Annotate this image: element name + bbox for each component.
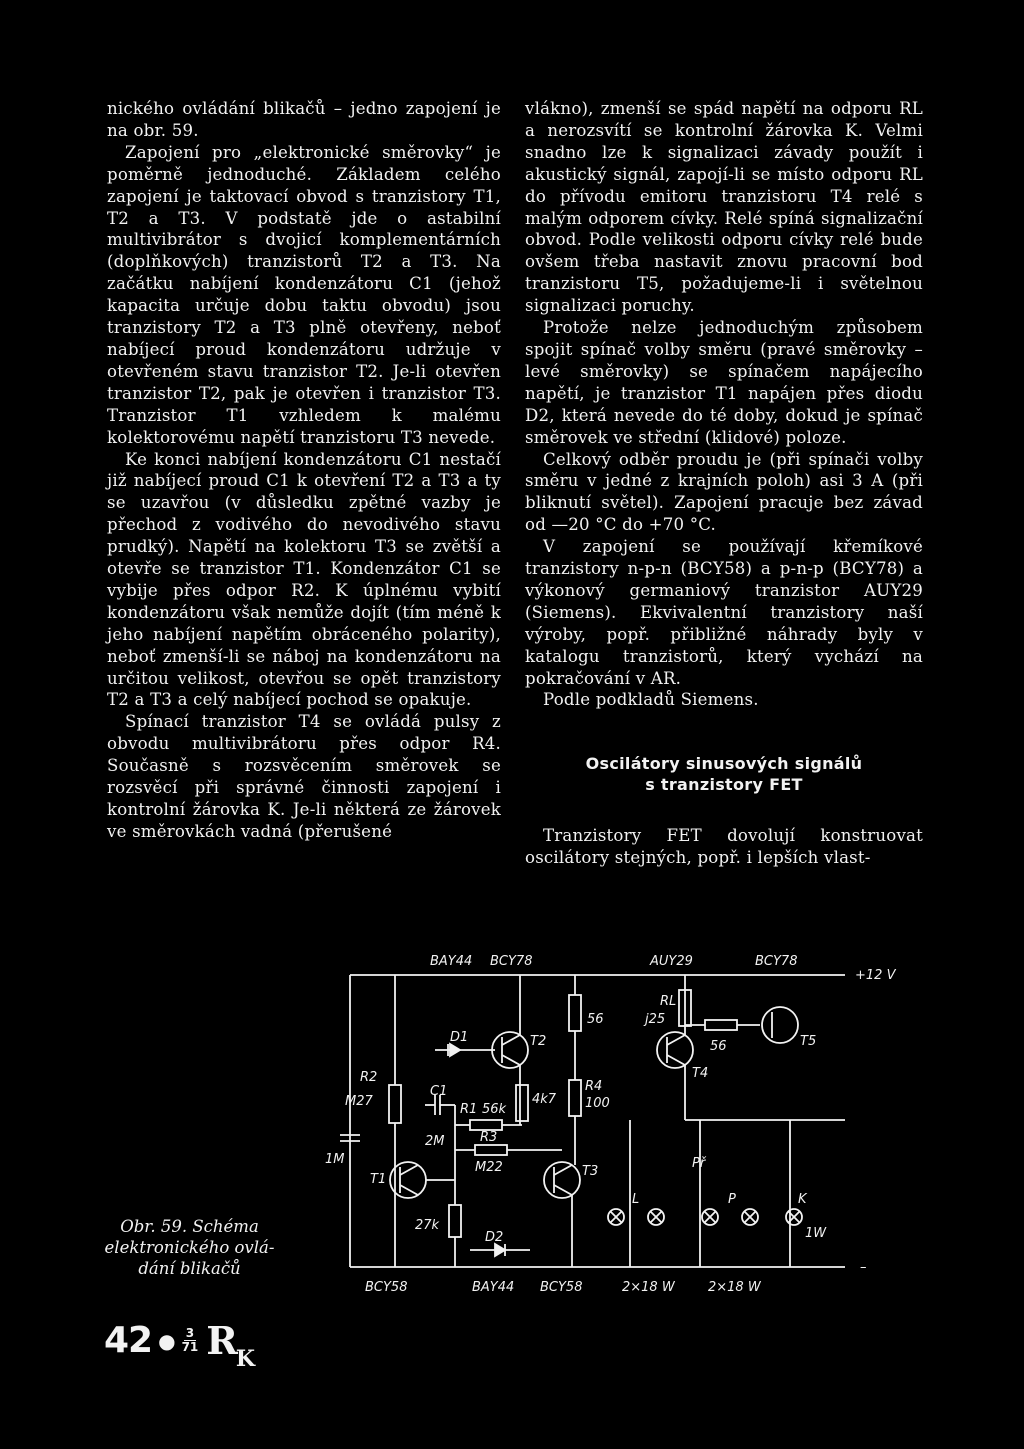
label-top-auy29: AUY29 bbox=[650, 954, 693, 969]
label-c1-val: 2M bbox=[425, 1134, 445, 1149]
label-k-val: 1W bbox=[805, 1226, 827, 1241]
issue-year: 71 bbox=[181, 1340, 199, 1354]
section-paragraph: Tranzistory FET dovolují konstruovat oscilátory stejných, popř. i lepších vlast- bbox=[525, 826, 923, 868]
logo-sub: K bbox=[235, 1346, 255, 1372]
label-lamp-p: P bbox=[728, 1192, 736, 1207]
issue-fraction bbox=[182, 1327, 199, 1354]
figure-caption bbox=[82, 1216, 297, 1279]
label-bot-2x18-a: 2×18 W bbox=[622, 1280, 675, 1295]
label-r4k7: 4k7 bbox=[532, 1092, 557, 1107]
label-c1: C1 bbox=[430, 1084, 448, 1099]
label-rl-val: j25 bbox=[645, 1012, 666, 1027]
right-paragraph-4: V zapojení se používají křemíkové tranzistory n-p-n (BCY58) a p-n-p (BCY78) a výkonový germaniový tranzistor AUY29 (Siemens). Ekvivalentní tranzistory naší výroby, popř. přibližné náhrady byly v katalogu tranzistorů, který vychází na pokračování v AR. bbox=[525, 537, 923, 688]
left-paragraph-4: Spínací tranzistor T4 se ovládá pulsy z obvodu multivibrátoru přes odpor R4. Současně s rozsvěcením směrovek se rozsvěcí při správné činnosti zapojení i kontrolní žárovka K. Je-li některá ze žárovek ve směrovkách vadná (přerušené bbox=[107, 712, 501, 841]
bullet-icon: ● bbox=[158, 1328, 176, 1353]
section-heading-line2: s tranzistory FET bbox=[645, 775, 803, 795]
label-t4: T4 bbox=[692, 1066, 709, 1081]
section-heading-line1: Oscilátory sinusových signálů bbox=[585, 754, 863, 774]
left-paragraph-2: Zapojení pro „elektronické směrovky“ je poměrně jednoduché. Základem celého zapojení je taktovací obvod s tranzistory T1, T2 a T3. V podstatě jde o astabilní multivibrátor s dvojicí komplementárních (doplňkových) tranzistorů T2 a T3. Na začátku nabíjení kondenzátoru C1 (jehož kapacita určuje dobu taktu obvodu) jsou tranzistory T2 a T3 plně otevřeny, neboť nabíjecí proud kondenzátoru udržuje v otevřeném stavu tranzistor T2. Je-li otevřen tranzistor T2, pak je otevřen i tranzistor T3. Tranzistor T1 vzhledem k malému kolektorovému napětí tranzistoru T3 nevede. bbox=[107, 142, 501, 447]
label-r56: 56 bbox=[587, 1012, 604, 1027]
label-r3: R3 bbox=[480, 1130, 498, 1145]
label-minus: – bbox=[860, 1260, 867, 1275]
label-rl: RL bbox=[660, 994, 677, 1009]
label-r56b: 56 bbox=[710, 1039, 727, 1054]
label-r4: R4 bbox=[585, 1079, 603, 1094]
label-lamp-k: K bbox=[798, 1192, 807, 1207]
label-pr: Př bbox=[692, 1156, 706, 1171]
section-heading bbox=[525, 753, 923, 795]
magazine-logo bbox=[206, 1318, 257, 1372]
left-column bbox=[107, 98, 501, 843]
label-cap-big: 1M bbox=[325, 1152, 345, 1167]
logo-main: R bbox=[206, 1318, 238, 1363]
caption-line-1: Obr. 59. Schéma bbox=[120, 1217, 259, 1236]
label-bot-2x18-b: 2×18 W bbox=[708, 1280, 761, 1295]
label-r27k: 27k bbox=[415, 1218, 440, 1233]
label-top-bcy78-b: BCY78 bbox=[755, 954, 798, 969]
label-r1-val: 56k bbox=[482, 1102, 507, 1117]
right-column bbox=[525, 98, 923, 869]
right-paragraph-1: vlákno), zmenší se spád napětí na odporu RL a nerozsvítí se kontrolní žárovka K. Velmi snadno lze k signalizaci závady použít i akustický signál, zapojí-li se místo odporu RL do přívodu emitoru tranzistoru T4 relé s malým odporem cívky. Relé spíná signalizační obvod. Podle velikosti odporu cívky relé bude ovšem třeba nastavit znovu pracovní bod tranzistoru T5, požadujeme-li i světelnou signalizaci poruchy. bbox=[525, 99, 923, 316]
label-r2: R2 bbox=[360, 1070, 378, 1085]
right-paragraph-2: Protože nelze jednoduchým způsobem spojit spínač volby směru (pravé směrovky – levé směrovky) se spínačem napájecího napětí, je tranzistor T1 napájen přes diodu D2, která nevede do té doby, dokud je spínač směrovek ve střední (klidové) poloze. bbox=[525, 318, 923, 447]
right-paragraph-3: Celkový odběr proudu je (při spínači volby směru v jedné z krajních poloh) asi 3 A (při bliknutí světel). Zapojení pracuje bez závad od —20 °C do +70 °C. bbox=[525, 449, 923, 535]
caption-line-3: dání blikačů bbox=[138, 1259, 241, 1278]
circuit-schematic bbox=[300, 945, 910, 1305]
label-top-bay44: BAY44 bbox=[430, 954, 473, 969]
label-supply: +12 V bbox=[855, 968, 896, 983]
label-bot-bcy58-b: BCY58 bbox=[540, 1280, 583, 1295]
label-d1: D1 bbox=[450, 1030, 469, 1045]
label-top-bcy78-a: BCY78 bbox=[490, 954, 533, 969]
left-paragraph-3: Ke konci nabíjení kondenzátoru C1 nestačí již nabíjecí proud C1 k otevření T2 a T3 a ty se uzavřou (v důsledku zpětné vazby je přechod z vodivého do nevodivého stavu prudký). Napětí na kolektoru T3 se zvětší a otevře se tranzistor T1. Kondenzátor C1 se vybije přes odpor R2. K úplnému vybití kondenzátoru však nemůže dojít (tím méně k jeho nabíjení napětím obráceného polarity), neboť zmenší-li se náboj na kondenzátoru na určitou velikost, otevřou se opět tranzistory T2 a T3 a celý nabíjecí pochod se opakuje. bbox=[107, 449, 501, 710]
label-r1: R1 bbox=[460, 1102, 478, 1117]
left-paragraph-1: nického ovládání blikačů – jedno zapojení je na obr. 59. bbox=[107, 99, 501, 140]
page-footer bbox=[104, 1318, 257, 1372]
label-t1: T1 bbox=[370, 1172, 387, 1187]
label-t3: T3 bbox=[582, 1164, 599, 1179]
label-r2-val: M27 bbox=[345, 1094, 373, 1109]
issue-number: 3 bbox=[185, 1326, 195, 1340]
label-r3-val: M22 bbox=[475, 1160, 503, 1175]
label-bot-bcy58-a: BCY58 bbox=[365, 1280, 408, 1295]
label-t2: T2 bbox=[530, 1034, 547, 1049]
label-t5: T5 bbox=[800, 1034, 817, 1049]
label-bot-bay44: BAY44 bbox=[472, 1280, 515, 1295]
right-paragraph-5: Podle podkladů Siemens. bbox=[543, 690, 759, 710]
caption-line-2: elektronického ovlá- bbox=[104, 1238, 275, 1257]
page-number: 42 bbox=[104, 1320, 153, 1361]
label-r4-val: 100 bbox=[585, 1096, 610, 1111]
label-d2: D2 bbox=[485, 1230, 504, 1245]
label-lamp-l: L bbox=[632, 1192, 640, 1207]
